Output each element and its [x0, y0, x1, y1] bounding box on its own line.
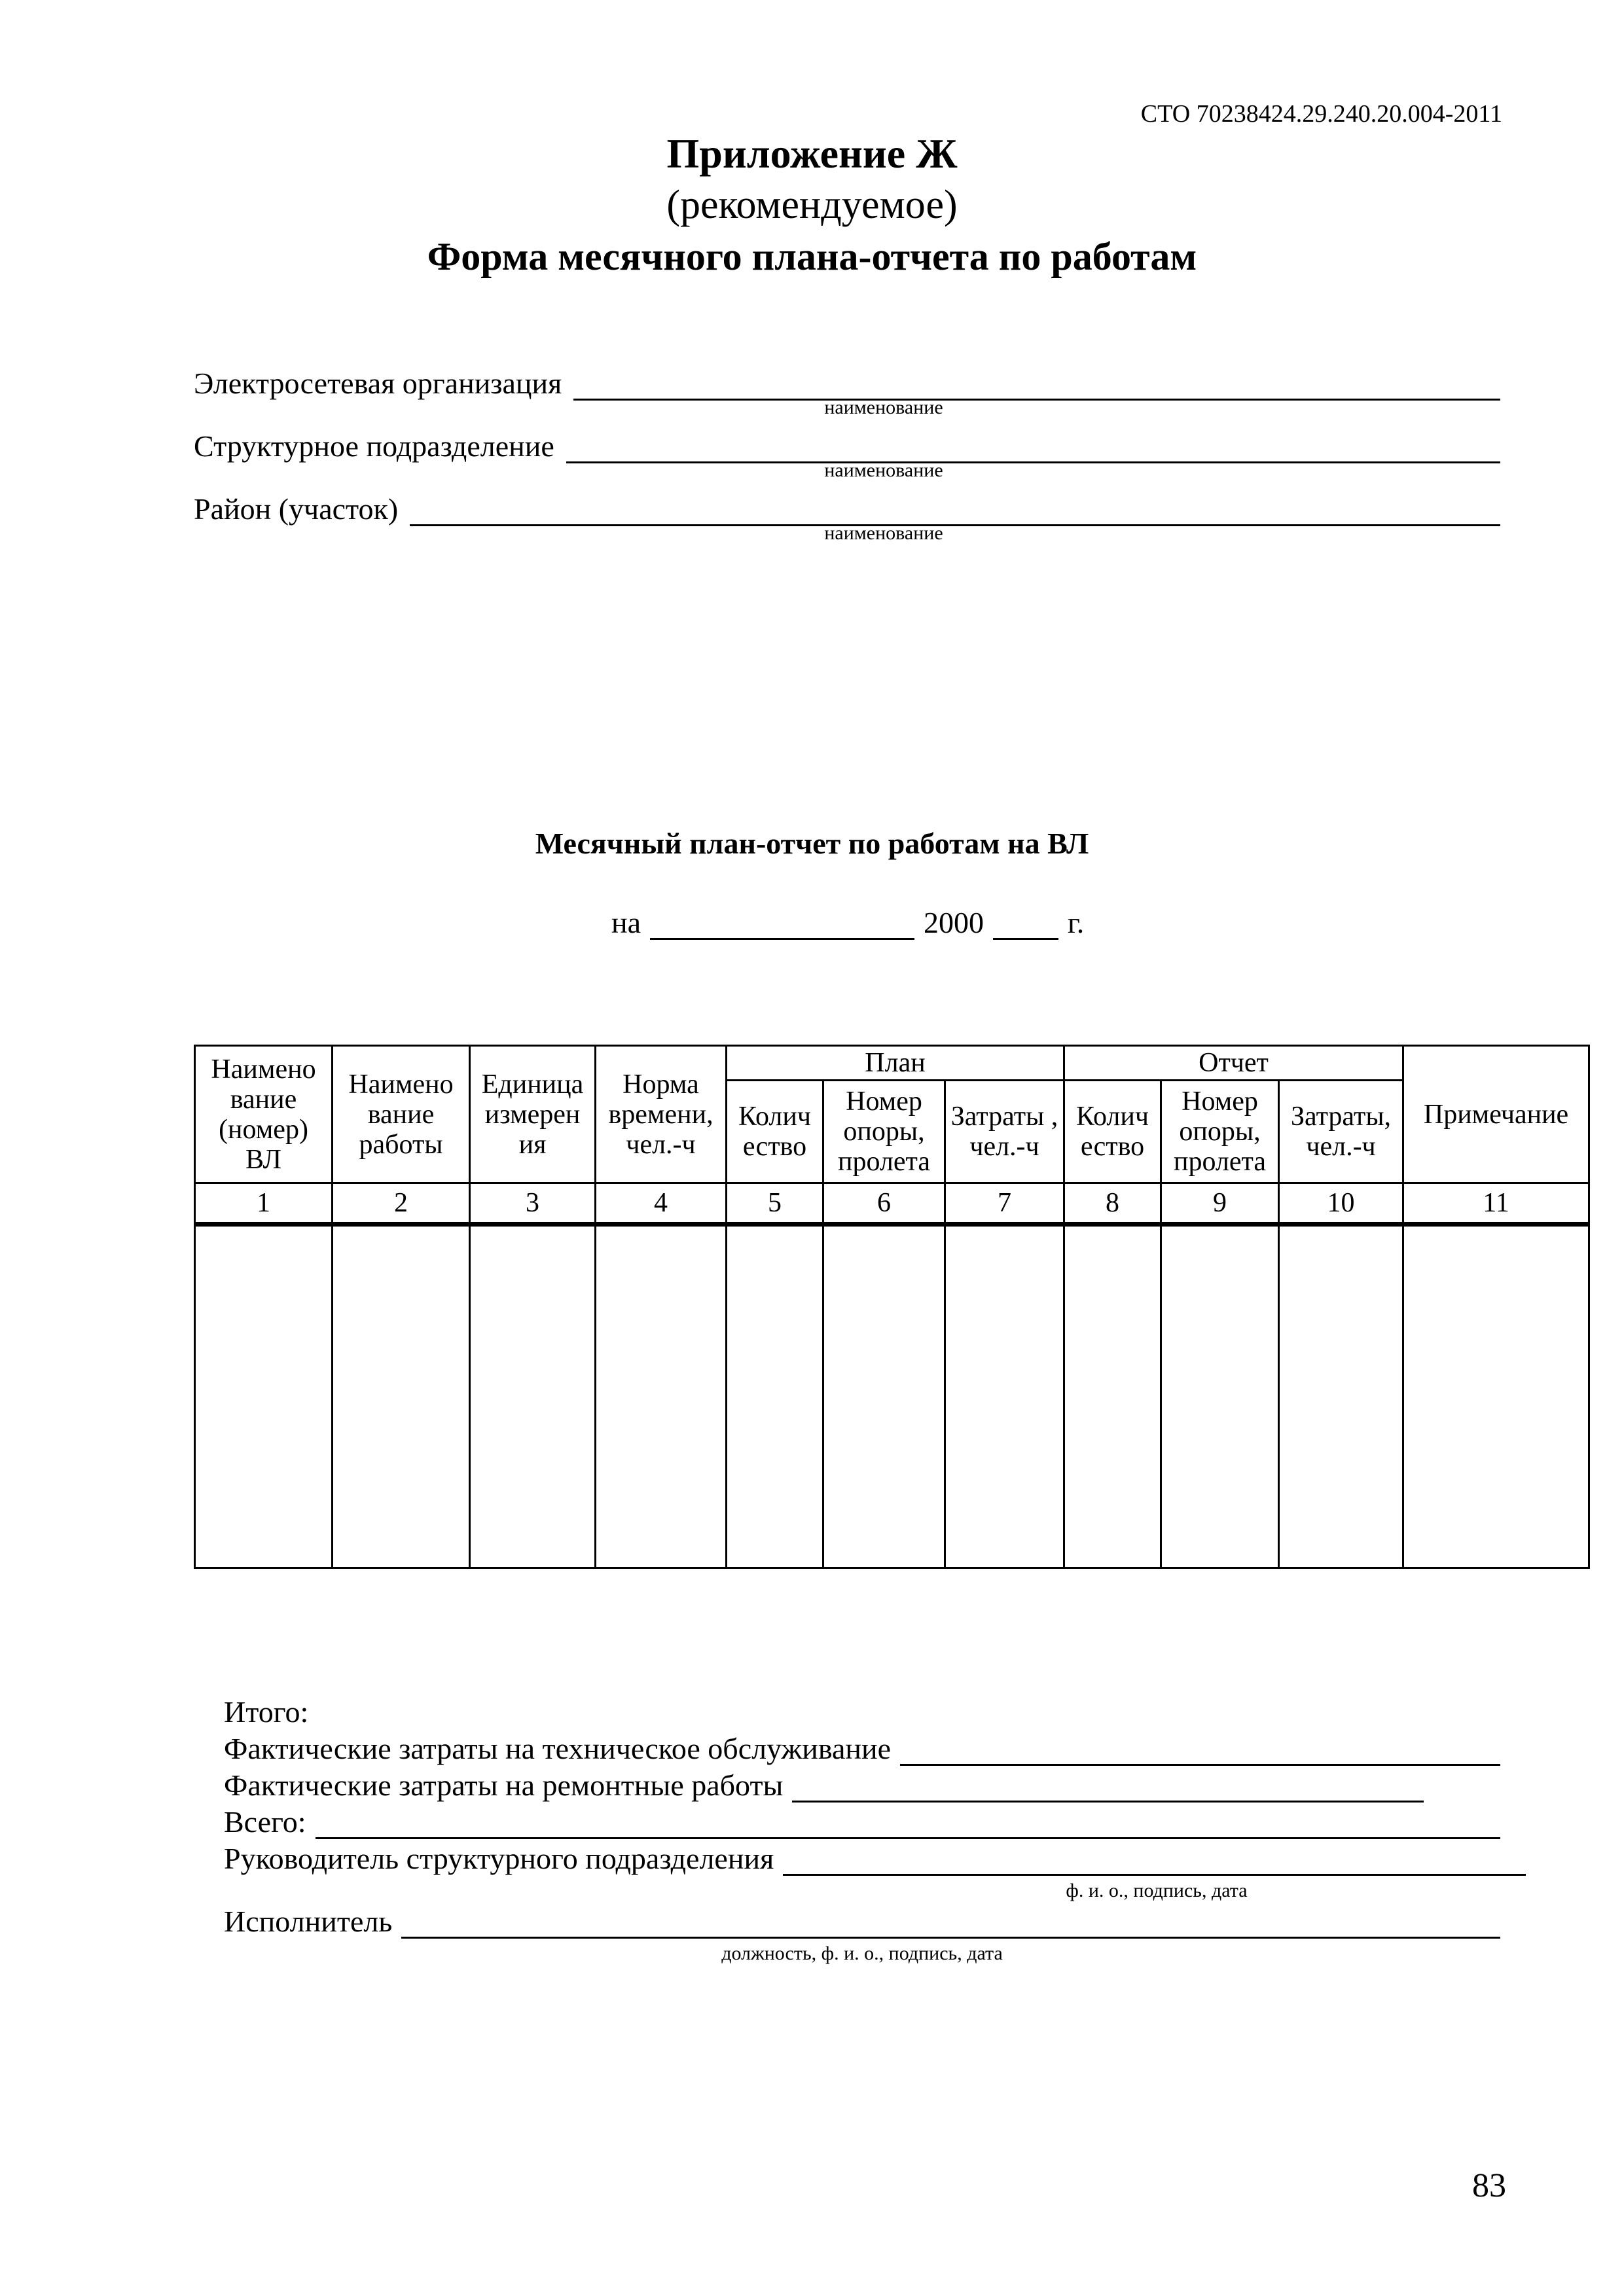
executor-label: Исполнитель [224, 1905, 393, 1938]
repair-cost-label: Фактические затраты на ремонтные работы [224, 1768, 784, 1802]
table-cell[interactable] [1279, 1225, 1403, 1568]
field-label: Электросетевая организация [194, 367, 562, 400]
col-number: 9 [1161, 1183, 1279, 1225]
col-number: 10 [1279, 1183, 1403, 1225]
col-header-report-quantity: Колич ество [1064, 1081, 1161, 1183]
total-label: Итого: [224, 1695, 309, 1729]
col-header-plan-quantity: Колич ество [727, 1081, 823, 1183]
executor-hint: должность, ф. и. о., подпись, дата [721, 1943, 1003, 1964]
totals-block [224, 1693, 1500, 2059]
table-row [195, 1225, 1589, 1568]
field-department[interactable] [194, 424, 1500, 463]
col-number: 6 [823, 1183, 945, 1225]
fill-line[interactable] [401, 1910, 1500, 1939]
col-number: 11 [1403, 1183, 1589, 1225]
report-title: Месячный план-отчет по работам на ВЛ [535, 827, 1089, 860]
head-label: Руководитель структурного подразделения [224, 1842, 774, 1875]
report-period [611, 902, 1084, 940]
table-cell[interactable] [727, 1225, 823, 1568]
col-number: 2 [333, 1183, 470, 1225]
table-cell[interactable] [1403, 1225, 1589, 1568]
year-prefix: 2000 [924, 906, 984, 939]
fill-line[interactable] [573, 370, 1500, 401]
document-code: СТО 70238424.29.240.20.004-2011 [1140, 100, 1502, 128]
table-cell[interactable] [470, 1225, 596, 1568]
all-cost-row[interactable] [224, 1803, 1500, 1839]
col-number: 5 [727, 1183, 823, 1225]
appendix-title: Приложение Ж [666, 130, 958, 177]
tech-cost-label: Фактические затраты на техническое обслуживание [224, 1732, 892, 1765]
column-number-row [195, 1183, 1589, 1225]
field-district[interactable] [194, 487, 1500, 526]
group-header-plan: План [727, 1046, 1064, 1081]
table-cell[interactable] [596, 1225, 727, 1568]
col-header-line-name: Наимено вание (номер) ВЛ [195, 1046, 333, 1183]
col-number: 7 [945, 1183, 1064, 1225]
col-header-note: Примечание [1403, 1046, 1589, 1183]
year-suffix: г. [1068, 906, 1085, 939]
period-prefix: на [611, 906, 641, 939]
repair-cost-row[interactable] [224, 1766, 1424, 1803]
appendix-subtitle: (рекомендуемое) [666, 183, 958, 227]
table-cell[interactable] [1161, 1225, 1279, 1568]
fill-line[interactable] [566, 433, 1500, 463]
month-blank[interactable] [650, 908, 914, 940]
col-header-work-name: Наимено вание работы [333, 1046, 470, 1183]
fill-line[interactable] [316, 1811, 1500, 1839]
table-cell[interactable] [823, 1225, 945, 1568]
col-header-time-norm: Норма времени, чел.-ч [596, 1046, 727, 1183]
table-cell[interactable] [945, 1225, 1064, 1568]
fill-line[interactable] [410, 495, 1500, 526]
form-title: Форма месячного плана-отчета по работам [427, 235, 1197, 278]
page-number: 83 [1472, 2167, 1506, 2204]
table-cell[interactable] [333, 1225, 470, 1568]
col-header-report-cost: Затраты, чел.-ч [1279, 1081, 1403, 1183]
table-cell[interactable] [195, 1225, 333, 1568]
col-header-report-support: Номер опоры, пролета [1161, 1081, 1279, 1183]
plan-report-table [194, 1045, 1590, 1569]
group-header-report: Отчет [1064, 1046, 1403, 1081]
executor-signature-row[interactable] [224, 1902, 1500, 1939]
tech-cost-row[interactable] [224, 1729, 1500, 1766]
table-cell[interactable] [1064, 1225, 1161, 1568]
field-label: Район (участок) [194, 492, 399, 526]
head-signature-row[interactable] [224, 1839, 1526, 1876]
field-hint: наименование [824, 522, 943, 544]
col-number: 4 [596, 1183, 727, 1225]
fill-line[interactable] [783, 1848, 1526, 1876]
col-header-unit: Единица измерен ия [470, 1046, 596, 1183]
head-hint: ф. и. о., подпись, дата [1066, 1880, 1248, 1901]
field-hint: наименование [824, 397, 943, 418]
col-number: 3 [470, 1183, 596, 1225]
field-organization[interactable] [194, 361, 1500, 401]
year-blank[interactable] [993, 908, 1058, 940]
field-hint: наименование [824, 459, 943, 481]
col-header-plan-cost: Затраты , чел.-ч [945, 1081, 1064, 1183]
fill-line[interactable] [900, 1738, 1500, 1766]
col-header-plan-support: Номер опоры, пролета [823, 1081, 945, 1183]
total-row [224, 1693, 1500, 1729]
fill-line[interactable] [792, 1774, 1424, 1803]
all-cost-label: Всего: [224, 1805, 306, 1839]
col-number: 1 [195, 1183, 333, 1225]
field-label: Структурное подразделение [194, 429, 554, 463]
col-number: 8 [1064, 1183, 1161, 1225]
